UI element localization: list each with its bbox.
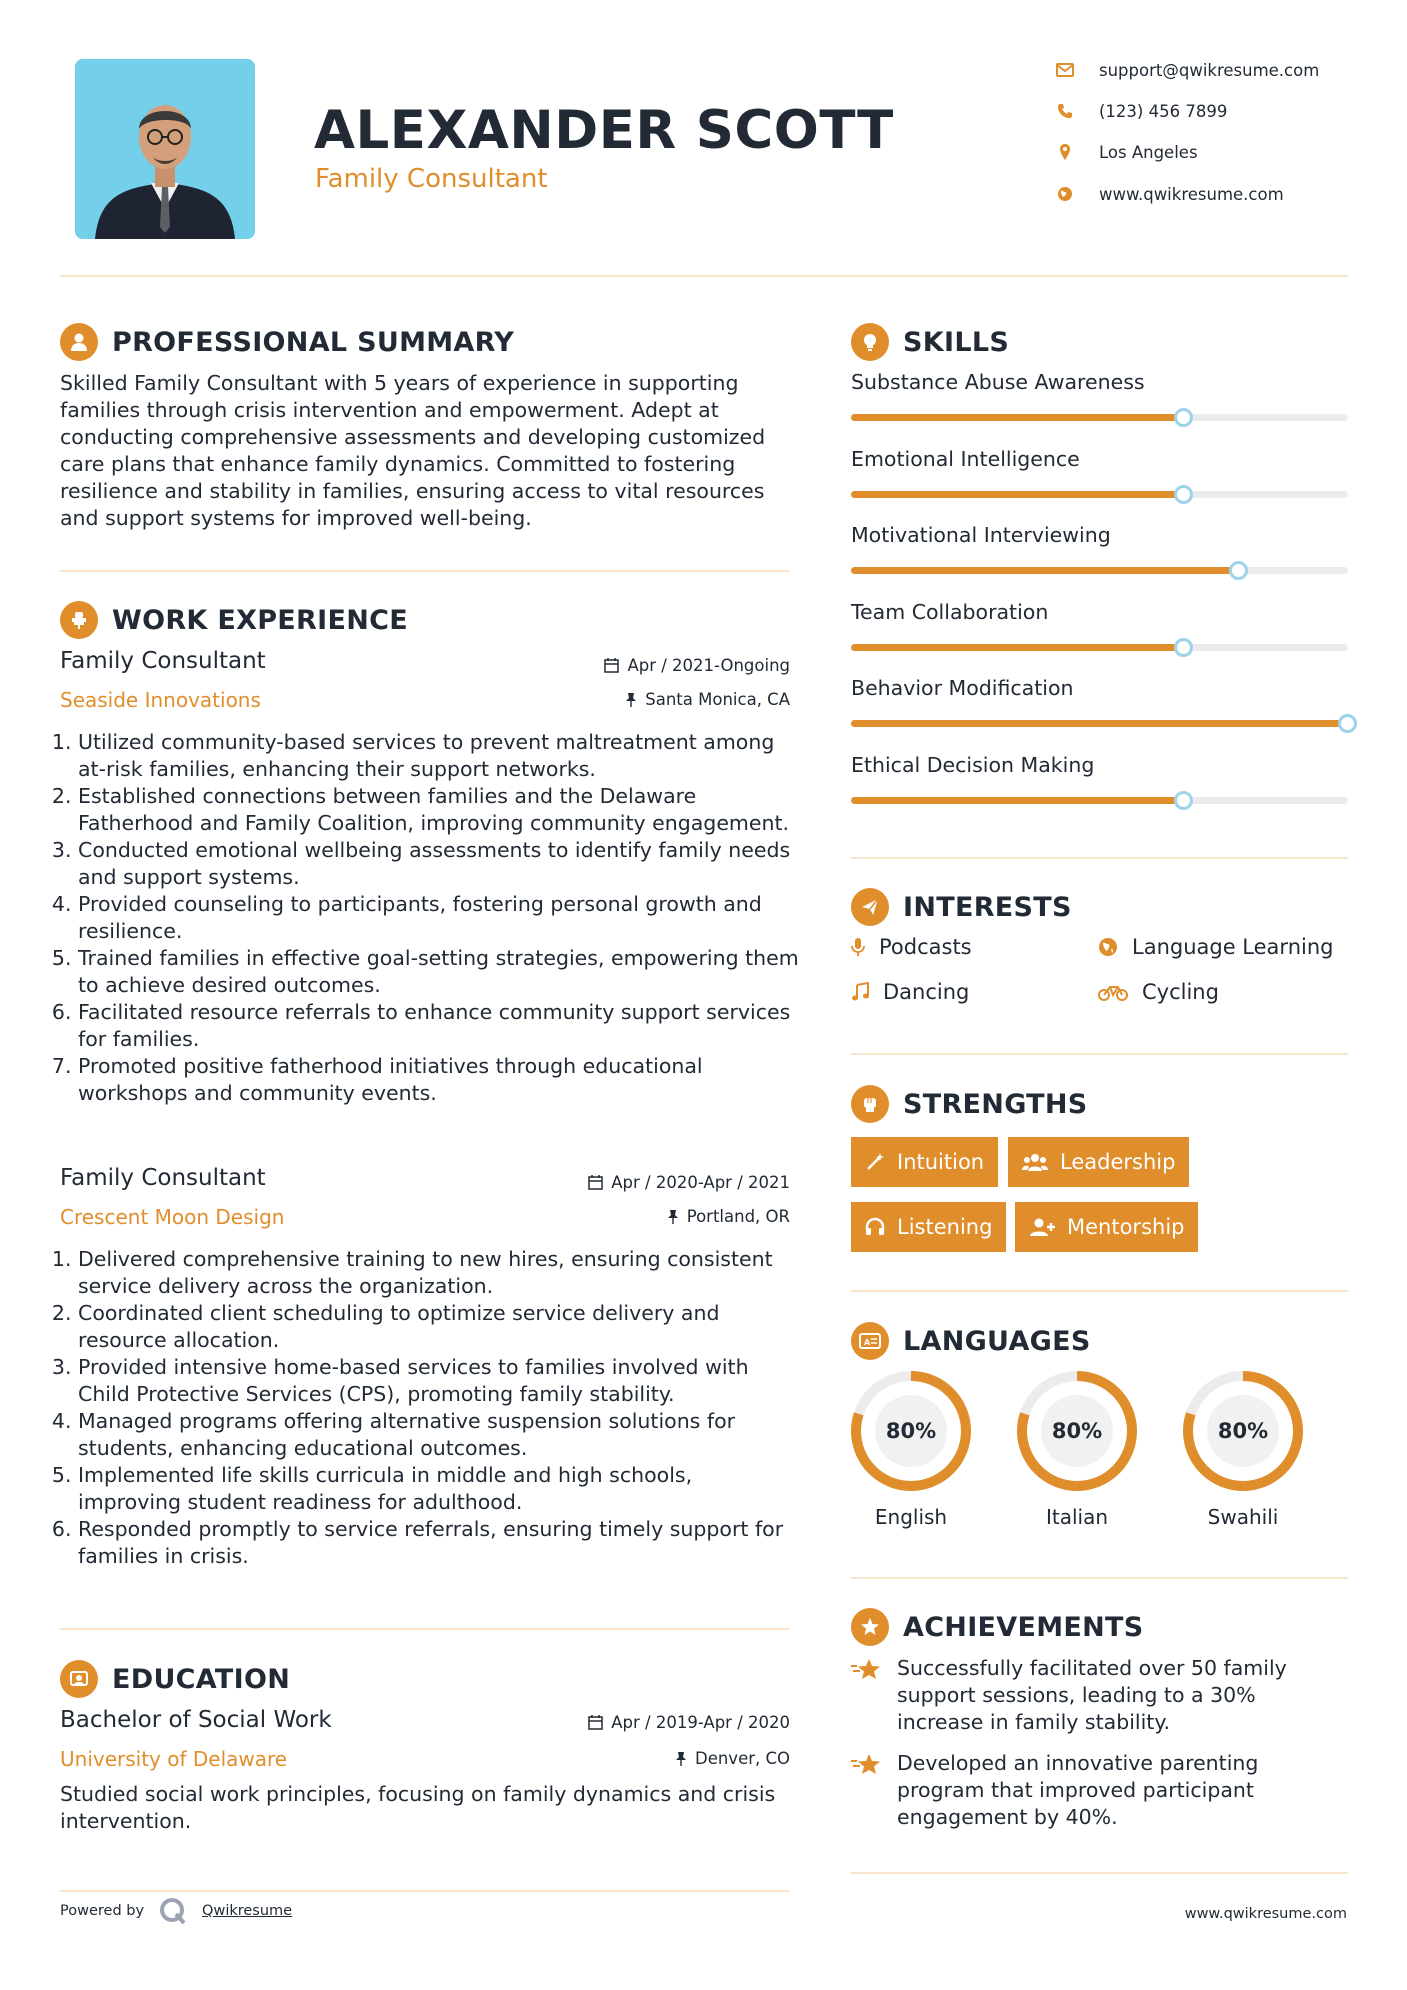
education-heading bbox=[60, 1659, 290, 1699]
skill-bar-fill bbox=[851, 720, 1348, 727]
strength-intuition bbox=[851, 1137, 998, 1187]
globe-icon bbox=[1053, 182, 1077, 206]
star-badge-icon bbox=[851, 1608, 889, 1646]
skill-bar-fill bbox=[851, 797, 1184, 804]
achievement-text: Successfully facilitated over 50 family support sessions, leading to a 30% increase in family stability. bbox=[897, 1656, 1287, 1734]
pushpin-icon bbox=[625, 692, 637, 707]
skill-bar bbox=[851, 797, 1348, 804]
skills-divider bbox=[851, 857, 1348, 859]
job-1-bullets bbox=[60, 729, 800, 1107]
skill-bar bbox=[851, 491, 1348, 498]
envelope-icon bbox=[1053, 58, 1077, 82]
star-icon bbox=[851, 1658, 883, 1680]
globe-icon bbox=[1098, 937, 1118, 957]
strengths-heading bbox=[851, 1084, 1088, 1124]
achievements-heading bbox=[851, 1607, 1144, 1647]
job-2-bullets bbox=[60, 1246, 800, 1570]
calendar-icon bbox=[604, 658, 619, 673]
job-2-company: Crescent Moon Design bbox=[60, 1205, 285, 1229]
skills-heading bbox=[851, 322, 1009, 362]
languages-title: LANGUAGES bbox=[903, 1325, 1091, 1357]
pushpin-icon bbox=[675, 1751, 687, 1766]
contact-location bbox=[1053, 140, 1383, 164]
interest-label: Podcasts bbox=[879, 935, 972, 959]
interest-cycling bbox=[1098, 980, 1219, 1004]
strength-label: Intuition bbox=[897, 1150, 985, 1174]
list-item: 5. Implemented life skills curricula in middle and high schools, improving student readiness for adulthood. bbox=[78, 1462, 800, 1516]
language-ring-italian bbox=[1016, 1370, 1138, 1492]
language-label-swahili: Swahili bbox=[1207, 1505, 1279, 1529]
interests-heading bbox=[851, 887, 1072, 927]
headphones-icon bbox=[865, 1217, 885, 1237]
svg-text:A: A bbox=[864, 1338, 871, 1347]
language-percent: 80% bbox=[885, 1419, 937, 1443]
magic-wand-icon bbox=[865, 1152, 885, 1172]
job-2-title: Family Consultant bbox=[60, 1165, 266, 1191]
contact-email-text: support@qwikresume.com bbox=[1099, 60, 1320, 80]
contact-location-text: Los Angeles bbox=[1099, 142, 1198, 162]
experience-heading bbox=[60, 600, 408, 640]
strength-label: Leadership bbox=[1060, 1150, 1176, 1174]
languages-heading bbox=[851, 1321, 1091, 1361]
star-icon bbox=[851, 1753, 883, 1775]
qwikresume-logo-icon bbox=[158, 1896, 188, 1926]
pushpin-icon bbox=[667, 1209, 679, 1224]
microphone-icon bbox=[851, 937, 865, 957]
job-1-location-text: Santa Monica, CA bbox=[645, 690, 790, 709]
bicycle-icon bbox=[1098, 983, 1128, 1001]
skill-bar-fill bbox=[851, 644, 1184, 651]
contact-email[interactable] bbox=[1053, 58, 1383, 82]
summary-heading bbox=[60, 322, 514, 362]
paper-plane-icon bbox=[851, 888, 889, 926]
users-icon bbox=[1022, 1152, 1048, 1172]
skill-label: Behavior Modification bbox=[851, 676, 1074, 700]
interest-dancing bbox=[851, 980, 969, 1004]
interest-language-learning bbox=[1098, 935, 1333, 959]
experience-divider bbox=[60, 1628, 790, 1630]
summary-title: PROFESSIONAL SUMMARY bbox=[112, 326, 515, 358]
achievements-title: ACHIEVEMENTS bbox=[903, 1611, 1144, 1643]
strength-label: Listening bbox=[897, 1215, 993, 1239]
education-divider bbox=[60, 1890, 790, 1892]
phone-icon bbox=[1053, 99, 1077, 123]
language-ring-english bbox=[850, 1370, 972, 1492]
achievement-item-2 bbox=[851, 1750, 1292, 1831]
strength-mentorship bbox=[1015, 1202, 1198, 1252]
education-date bbox=[588, 1713, 790, 1732]
lightbulb-icon bbox=[851, 323, 889, 361]
list-item: 1. Utilized community-based services to prevent maltreatment among at-risk families, enhancing their support networks. bbox=[78, 729, 800, 783]
job-2-location bbox=[667, 1207, 790, 1226]
contact-website-text: www.qwikresume.com bbox=[1099, 184, 1284, 204]
education-date-text: Apr / 2019-Apr / 2020 bbox=[611, 1713, 790, 1732]
skill-bar-fill bbox=[851, 567, 1239, 574]
language-ring-swahili bbox=[1182, 1370, 1304, 1492]
achievement-text: Developed an innovative parenting program that improved participant engagement by 40%. bbox=[897, 1751, 1259, 1829]
job-2-location-text: Portland, OR bbox=[686, 1207, 790, 1226]
languages-divider bbox=[851, 1577, 1348, 1579]
interests-title: INTERESTS bbox=[903, 891, 1072, 923]
strengths-title: STRENGTHS bbox=[903, 1088, 1088, 1120]
skill-label: Substance Abuse Awareness bbox=[851, 370, 1145, 394]
education-degree: Bachelor of Social Work bbox=[60, 1707, 332, 1733]
skill-bar bbox=[851, 644, 1348, 651]
job-1-title: Family Consultant bbox=[60, 648, 266, 674]
skill-bar-fill bbox=[851, 491, 1184, 498]
interest-podcasts bbox=[851, 935, 972, 959]
skill-slider-knob[interactable] bbox=[1174, 485, 1193, 504]
candidate-name: ALEXANDER SCOTT bbox=[314, 100, 894, 161]
header-divider bbox=[60, 275, 1348, 277]
skill-slider-knob[interactable] bbox=[1174, 408, 1193, 427]
strengths-divider bbox=[851, 1290, 1348, 1292]
job-2-date bbox=[588, 1173, 790, 1192]
skills-title: SKILLS bbox=[903, 326, 1010, 358]
powered-by-text: Powered by bbox=[60, 1903, 145, 1919]
user-icon bbox=[60, 323, 98, 361]
skill-label: Ethical Decision Making bbox=[851, 752, 1095, 777]
job-1-date-text: Apr / 2021-Ongoing bbox=[627, 656, 790, 675]
strength-label: Mentorship bbox=[1067, 1215, 1185, 1239]
skill-label: Team Collaboration bbox=[851, 599, 1049, 624]
interest-label: Dancing bbox=[883, 980, 970, 1004]
strength-listening bbox=[851, 1202, 1006, 1252]
list-item: 3. Provided intensive home-based services to families involved with Child Protective Services (CPS), promoting family stability. bbox=[78, 1354, 800, 1408]
footer-powered-by bbox=[60, 1896, 292, 1926]
skill-slider-knob[interactable] bbox=[1229, 561, 1248, 580]
profile-photo bbox=[75, 59, 255, 239]
job-1-location bbox=[625, 690, 790, 709]
skill-label: Emotional Intelligence bbox=[851, 446, 1080, 471]
skill-slider-knob[interactable] bbox=[1338, 714, 1357, 733]
list-item: 4. Managed programs offering alternative suspension solutions for students, enhancing educational outcomes. bbox=[78, 1408, 800, 1462]
list-item: 5. Trained families in effective goal-setting strategies, empowering them to achieve desired outcomes. bbox=[78, 945, 800, 999]
language-percent: 80% bbox=[1217, 1419, 1269, 1443]
job-1-company: Seaside Innovations bbox=[60, 688, 261, 712]
list-item: 2. Established connections between families and the Delaware Fatherhood and Family Coalition, improving community engagement. bbox=[78, 783, 800, 837]
education-location bbox=[675, 1749, 790, 1768]
music-note-icon bbox=[851, 982, 869, 1002]
skill-bar bbox=[851, 567, 1348, 574]
summary-divider bbox=[60, 570, 790, 572]
list-item: 2. Coordinated client scheduling to optimize service delivery and resource allocation. bbox=[78, 1300, 800, 1354]
graduation-icon bbox=[60, 1660, 98, 1698]
skill-bar bbox=[851, 414, 1348, 421]
experience-title: WORK EXPERIENCE bbox=[112, 604, 408, 636]
footer-url[interactable]: www.qwikresume.com bbox=[1184, 1906, 1347, 1922]
calendar-icon bbox=[588, 1715, 603, 1730]
achievement-item-1 bbox=[851, 1655, 1292, 1736]
language-card-icon bbox=[851, 1322, 889, 1360]
calendar-icon bbox=[588, 1175, 603, 1190]
education-title: EDUCATION bbox=[112, 1663, 291, 1695]
language-percent: 80% bbox=[1051, 1419, 1103, 1443]
summary-text: Skilled Family Consultant with 5 years of experience in supporting families through crisis intervention and empowerment. Adept at conducting comprehensive assessments and developing customized care plans that enhance family dynamics. Committed to fostering resilience and stability in families, ensuring access to vital resources and support systems for improved well-being. bbox=[60, 371, 766, 530]
list-item: 1. Delivered comprehensive training to new hires, ensuring consistent service delivery across the organization. bbox=[78, 1246, 800, 1300]
interest-label: Cycling bbox=[1142, 980, 1219, 1004]
list-item: 6. Responded promptly to service referrals, ensuring timely support for families in crisis. bbox=[78, 1516, 800, 1570]
job-2-date-text: Apr / 2020-Apr / 2021 bbox=[611, 1173, 790, 1192]
strength-leadership bbox=[1008, 1137, 1189, 1187]
qwikresume-link[interactable]: Qwikresume bbox=[202, 1903, 293, 1919]
briefcase-icon bbox=[60, 601, 98, 639]
skill-slider-knob[interactable] bbox=[1174, 791, 1193, 810]
fist-icon bbox=[851, 1085, 889, 1123]
contact-website[interactable] bbox=[1053, 182, 1383, 206]
skill-slider-knob[interactable] bbox=[1174, 638, 1193, 657]
language-label-english: English bbox=[874, 1505, 948, 1529]
skill-label: Motivational Interviewing bbox=[851, 523, 1111, 547]
map-pin-icon bbox=[1053, 140, 1077, 164]
language-label-italian: Italian bbox=[1045, 1505, 1109, 1529]
candidate-title: Family Consultant bbox=[315, 164, 548, 194]
list-item: 3. Conducted emotional wellbeing assessments to identify family needs and support systems. bbox=[78, 837, 800, 891]
interests-divider bbox=[851, 1053, 1348, 1055]
education-school: University of Delaware bbox=[60, 1747, 288, 1771]
contact-phone[interactable] bbox=[1053, 99, 1383, 123]
education-text: Studied social work principles, focusing on family dynamics and crisis intervention. bbox=[60, 1782, 776, 1833]
interest-label: Language Learning bbox=[1132, 935, 1334, 959]
list-item: 6. Facilitated resource referrals to enhance community support services for families. bbox=[78, 999, 800, 1053]
skill-bar-fill bbox=[851, 414, 1184, 421]
contact-phone-text: (123) 456 7899 bbox=[1099, 101, 1228, 121]
skill-bar bbox=[851, 720, 1348, 727]
education-location-text: Denver, CO bbox=[694, 1749, 790, 1768]
list-item: 7. Promoted positive fatherhood initiatives through educational workshops and community events. bbox=[78, 1053, 800, 1107]
job-1-date bbox=[604, 656, 790, 675]
list-item: 4. Provided counseling to participants, fostering personal growth and resilience. bbox=[78, 891, 800, 945]
user-plus-icon bbox=[1029, 1217, 1055, 1237]
achievements-divider bbox=[851, 1872, 1348, 1874]
